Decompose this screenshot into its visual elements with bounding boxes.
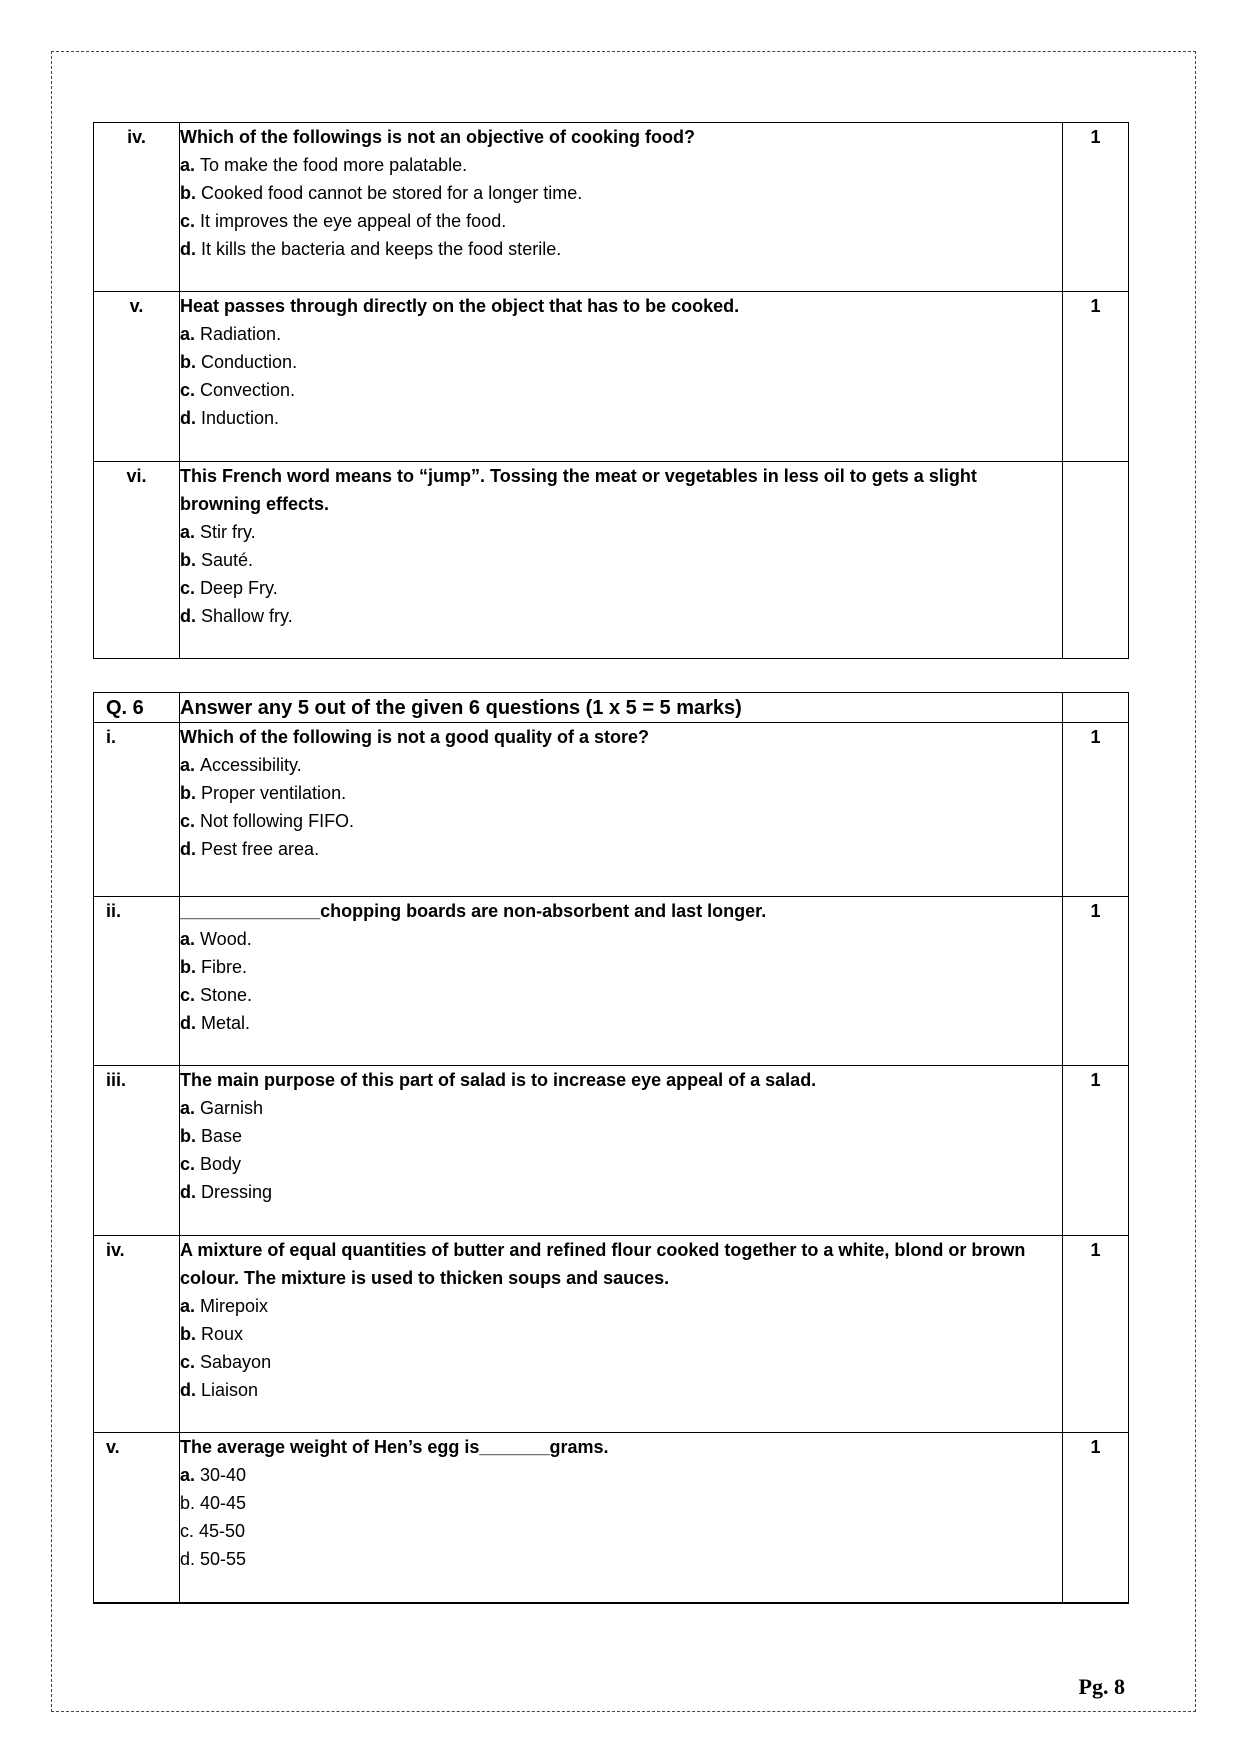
option-d: [180, 835, 1062, 863]
option-letter: a.: [180, 1098, 196, 1118]
option-letter: a.: [180, 324, 196, 344]
marks-cell: 1: [1063, 1236, 1129, 1433]
option-text: It improves the eye appeal of the food.: [200, 211, 507, 231]
option-letter: d.: [180, 1013, 196, 1033]
option-text: Dressing: [201, 1182, 273, 1202]
option-text: Sauté.: [201, 550, 254, 570]
question-body: [180, 1433, 1063, 1603]
section-label: Q. 6: [94, 693, 180, 723]
question-number: v.: [94, 292, 180, 462]
option-text: Not following FIFO.: [200, 811, 355, 831]
option-text: Pest free area.: [201, 839, 320, 859]
page-number: Pg. 8: [1078, 1674, 1125, 1699]
option-letter: d.: [180, 1380, 196, 1400]
option-letter: c.: [180, 578, 196, 598]
question-text: The average weight of Hen’s egg is_______grams.: [180, 1437, 609, 1457]
question-number: ii.: [94, 897, 180, 1066]
question-text: Heat passes through directly on the object that has to be cooked.: [180, 296, 740, 316]
option-d: [180, 1545, 1062, 1573]
question-row: [94, 723, 1129, 897]
option-text: Proper ventilation.: [201, 783, 347, 803]
question-body: [180, 462, 1063, 659]
option-d: [180, 1009, 1062, 1037]
marks-cell: 1: [1063, 123, 1129, 292]
option-c: [180, 1517, 1062, 1545]
option-c: [180, 1348, 1062, 1376]
option-letter: c.: [180, 1154, 196, 1174]
option-text: Roux: [201, 1324, 244, 1344]
option-text: Stone.: [200, 985, 253, 1005]
option-text: 50-55: [200, 1549, 247, 1569]
option-text: Induction.: [201, 408, 280, 428]
option-letter: a.: [180, 929, 196, 949]
option-letter: b.: [180, 1324, 196, 1344]
option-text: Metal.: [201, 1013, 251, 1033]
option-letter: a.: [180, 1465, 196, 1485]
option-text: Mirepoix: [200, 1296, 269, 1316]
option-text: Garnish: [200, 1098, 264, 1118]
option-text: Deep Fry.: [200, 578, 278, 598]
option-text: Liaison: [201, 1380, 259, 1400]
option-text: Stir fry.: [200, 522, 256, 542]
option-d: [180, 404, 1062, 432]
option-b: [180, 953, 1062, 981]
option-a: [180, 751, 1062, 779]
option-c: [180, 981, 1062, 1009]
marks-cell: 1: [1063, 1066, 1129, 1236]
option-text: 40-45: [200, 1493, 247, 1513]
option-a: [180, 1461, 1062, 1489]
question-row: [94, 462, 1129, 659]
question-number: vi.: [94, 462, 180, 659]
question-text: ______________chopping boards are non-absorbent and last longer.: [180, 901, 767, 921]
option-c: [180, 376, 1062, 404]
option-letter: a.: [180, 1296, 196, 1316]
question-number: iii.: [94, 1066, 180, 1236]
option-text: It kills the bacteria and keeps the food sterile.: [201, 239, 562, 259]
option-b: [180, 779, 1062, 807]
question-body: [180, 1066, 1063, 1236]
option-b: [180, 1320, 1062, 1348]
option-letter: b.: [180, 1126, 196, 1146]
question-body: [180, 723, 1063, 897]
option-letter: c.: [180, 1352, 196, 1372]
option-letter: c.: [180, 1521, 195, 1541]
option-letter: c.: [180, 211, 196, 231]
questions-table-continued: [93, 122, 1129, 659]
question-text: Which of the following is not a good quality of a store?: [180, 727, 649, 747]
marks-cell: 1: [1063, 1433, 1129, 1603]
option-d: [180, 235, 1062, 263]
option-b: [180, 546, 1062, 574]
option-text: To make the food more palatable.: [200, 155, 468, 175]
option-text: Radiation.: [200, 324, 282, 344]
option-text: Fibre.: [201, 957, 248, 977]
option-letter: a.: [180, 155, 196, 175]
option-a: [180, 151, 1062, 179]
question-text: The main purpose of this part of salad is to increase eye appeal of a salad.: [180, 1070, 817, 1090]
option-letter: a.: [180, 755, 196, 775]
option-c: [180, 1150, 1062, 1178]
option-c: [180, 807, 1062, 835]
marks-cell: 1: [1063, 292, 1129, 462]
option-d: [180, 1376, 1062, 1404]
option-b: [180, 179, 1062, 207]
option-text: Sabayon: [200, 1352, 272, 1372]
option-letter: c.: [180, 985, 196, 1005]
question-text: Which of the followings is not an objective of cooking food?: [180, 127, 695, 147]
section-instruction: Answer any 5 out of the given 6 questions (1 x 5 = 5 marks): [180, 693, 1063, 723]
option-letter: d.: [180, 408, 196, 428]
marks-cell: 1: [1063, 723, 1129, 897]
option-c: [180, 207, 1062, 235]
option-letter: b.: [180, 183, 196, 203]
option-letter: b.: [180, 352, 196, 372]
marks-cell: [1063, 462, 1129, 659]
question-row: [94, 123, 1129, 292]
option-a: [180, 518, 1062, 546]
option-letter: d.: [180, 239, 196, 259]
question-row: [94, 292, 1129, 462]
option-letter: a.: [180, 522, 196, 542]
question-body: [180, 897, 1063, 1066]
option-text: Base: [201, 1126, 243, 1146]
option-letter: d.: [180, 1549, 196, 1569]
option-letter: d.: [180, 1182, 196, 1202]
option-text: Cooked food cannot be stored for a longer time.: [201, 183, 583, 203]
question-row: [94, 1236, 1129, 1433]
question-text: A mixture of equal quantities of butter and refined flour cooked together to a white, blond or brown colour. The mixture is used to thicken soups and sauces.: [180, 1240, 1026, 1288]
question-row: [94, 1066, 1129, 1236]
option-text: Body: [200, 1154, 242, 1174]
option-a: [180, 320, 1062, 348]
option-d: [180, 602, 1062, 630]
question-number: iv.: [94, 123, 180, 292]
option-a: [180, 1094, 1062, 1122]
marks-cell: 1: [1063, 897, 1129, 1066]
option-letter: b.: [180, 957, 196, 977]
option-text: Conduction.: [201, 352, 298, 372]
option-text: 45-50: [199, 1521, 246, 1541]
question-number: iv.: [94, 1236, 180, 1433]
question-body: [180, 1236, 1063, 1433]
option-letter: b.: [180, 783, 196, 803]
option-text: 30-40: [200, 1465, 247, 1485]
question-row: [94, 897, 1129, 1066]
question-number: i.: [94, 723, 180, 897]
marks-cell: [1063, 693, 1129, 723]
option-text: Accessibility.: [200, 755, 302, 775]
option-letter: b.: [180, 550, 196, 570]
question-body: [180, 292, 1063, 462]
option-d: [180, 1178, 1062, 1206]
option-letter: b.: [180, 1493, 196, 1513]
option-letter: d.: [180, 606, 196, 626]
section-header-row: [94, 693, 1129, 723]
option-a: [180, 925, 1062, 953]
question-row: [94, 1433, 1129, 1603]
option-text: Convection.: [200, 380, 296, 400]
option-text: Wood.: [200, 929, 252, 949]
question-text: This French word means to “jump”. Tossing the meat or vegetables in less oil to gets a slight browning effects.: [180, 466, 977, 514]
option-letter: c.: [180, 380, 196, 400]
option-text: Shallow fry.: [201, 606, 293, 626]
question-body: [180, 123, 1063, 292]
option-b: [180, 1122, 1062, 1150]
option-letter: d.: [180, 839, 196, 859]
question-number: v.: [94, 1433, 180, 1603]
option-letter: c.: [180, 811, 196, 831]
option-b: [180, 1489, 1062, 1517]
option-a: [180, 1292, 1062, 1320]
option-c: [180, 574, 1062, 602]
questions-table-q6: [93, 692, 1129, 1604]
option-b: [180, 348, 1062, 376]
